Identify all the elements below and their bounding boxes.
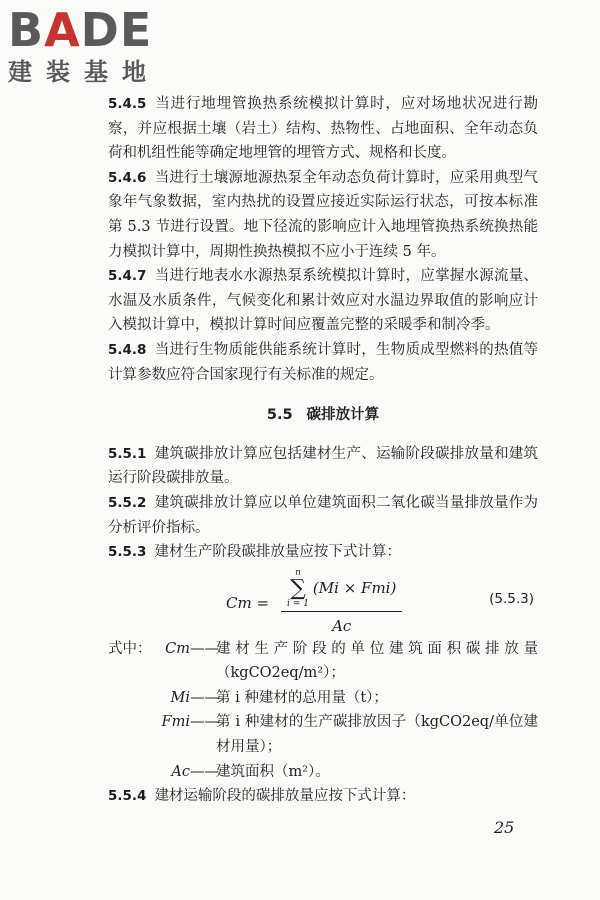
equation-block	[108, 567, 538, 635]
clause-list-mid	[108, 442, 538, 565]
clause: 5.5.1 建筑碳排放计算应包括建材生产、运输阶段碳排放量和建筑运行阶段碳排放量。	[108, 445, 538, 487]
equation-number: (5.5.3)	[489, 590, 534, 607]
logo-subtitle: 建装基地	[8, 58, 160, 86]
definition-row: Ac —— 建筑面积（m²）。	[171, 763, 330, 780]
clause: 5.5.3 建材生产阶段碳排放量应按下式计算：	[108, 544, 401, 561]
clause: 5.4.5 当进行地埋管换热系统模拟计算时，应对场地状况进行勘察，并应根据土壤（岩土）结构、热物性、占地面积、全年动态负荷和机组性能等确定地埋管的埋管方式、规格和长度。	[108, 96, 538, 162]
clause-list-top	[108, 92, 538, 387]
clause: 5.4.7 当进行地表水水源热泵系统模拟计算时，应掌握水源流量、水温及水质条件，气候变化和累计效应对水温边界取值的影响应计入模拟计算中，模拟计算时间应覆盖完整的采暖季和制冷季。	[108, 268, 538, 334]
equation	[226, 569, 402, 639]
clause: 5.4.8 当进行生物质能供能系统计算时，生物质成型燃料的热值等计算参数应符合国家现行有关标准的规定。	[108, 341, 538, 383]
logo-wordmark: BADE	[8, 3, 153, 57]
summation-symbol: n ∑ i = 1	[287, 567, 309, 609]
symbol-definitions	[108, 637, 538, 785]
page-body	[108, 92, 538, 809]
clause-list-bottom	[108, 784, 538, 809]
section-heading: 5.5 碳排放计算	[266, 406, 380, 424]
equation-fraction	[281, 569, 402, 639]
definition-row: Fmi —— 第 i 种建材的生产碳排放因子（kgCO2eq/单位建材用量）；	[161, 714, 538, 756]
clause: 5.4.6 当进行土壤源地源热泵全年动态负荷计算时，应采用典型气象年气象数据，室内热扰的设置应接近实际运行状态，可按本标准第 5.3 节进行设置。地下径流的影响应计入地埋管换热系统换热能力模拟计算中，周期性换热模拟不应小于连续 5 年。	[108, 169, 538, 260]
definition-row: 式中： Cm —— 建材生产阶段的单位建筑面积碳排放量（kgCO2eq/m²）；	[108, 640, 538, 682]
clause: 5.5.4 建材运输阶段的碳排放量应按下式计算：	[108, 788, 416, 805]
definition-row: Mi —— 第 i 种建材的总用量（t）；	[170, 689, 388, 706]
equation-numerator: (Mi × Fmi)	[312, 579, 397, 598]
bade-logo	[8, 3, 178, 86]
equation-denominator: Ac	[332, 616, 352, 635]
page-number: 25	[494, 818, 515, 837]
equation-lhs: Cm =	[226, 594, 270, 613]
clause: 5.5.2 建筑碳排放计算应以单位建筑面积二氧化碳当量排放量作为分析评价指标。	[108, 494, 538, 536]
